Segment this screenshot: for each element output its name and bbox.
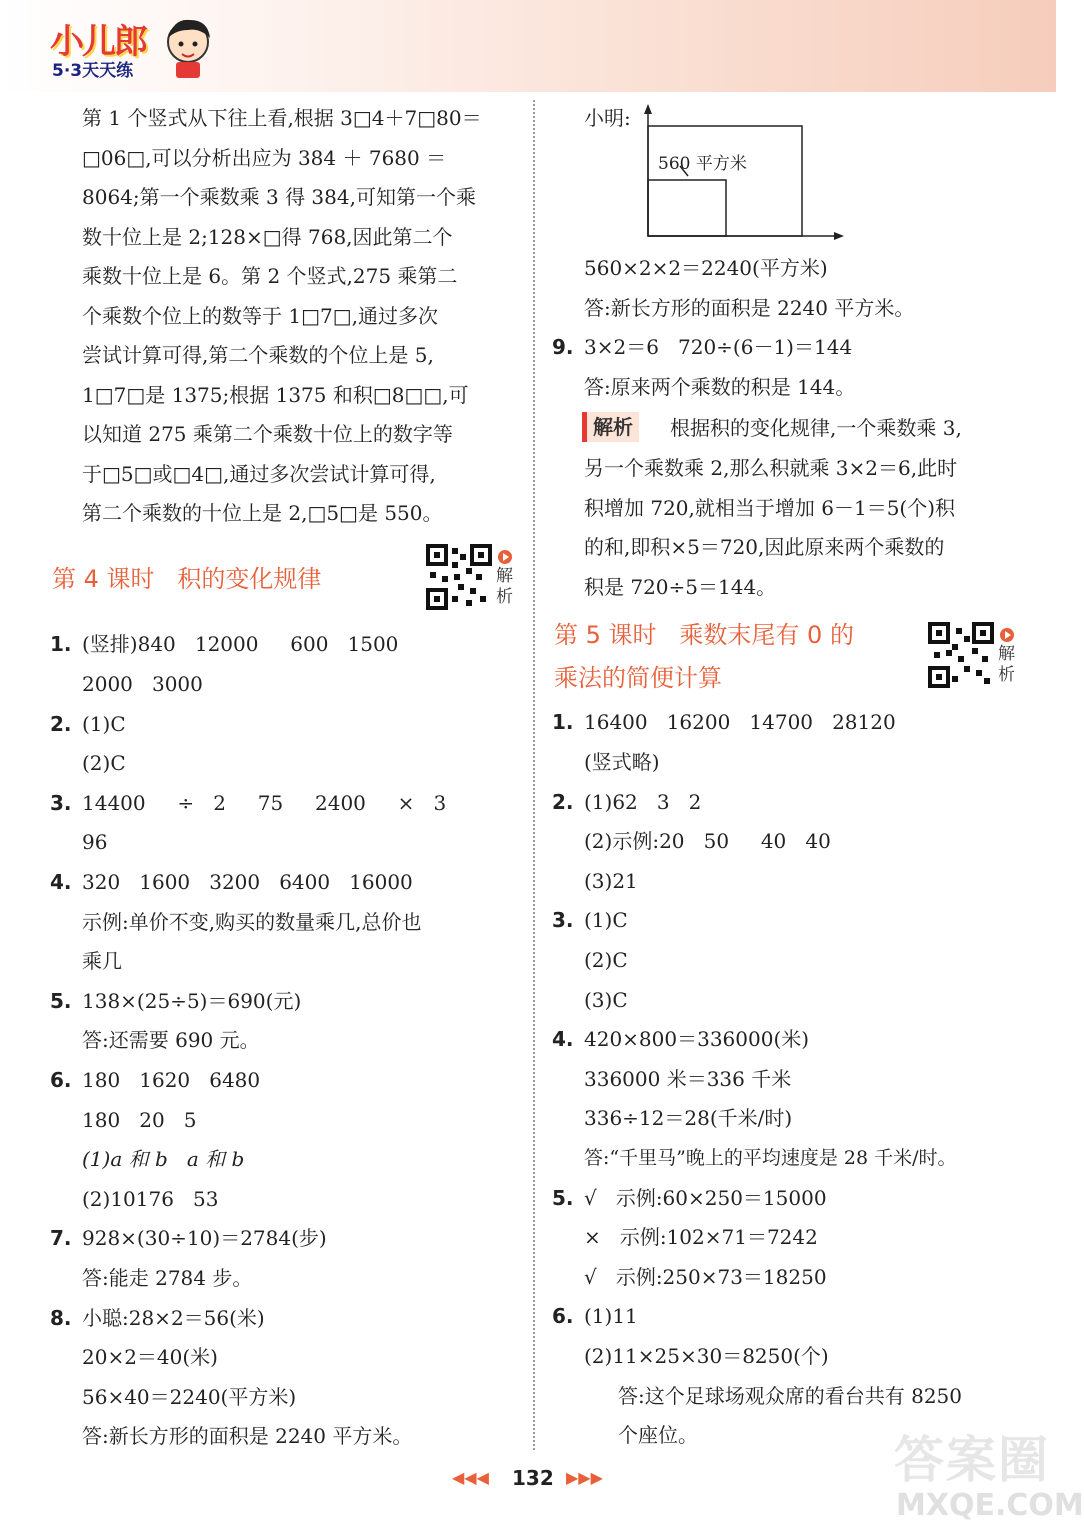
question-number: 2. [552, 790, 574, 814]
answer-line: 420×800＝336000(米) [584, 1027, 810, 1051]
answer-line: (竖排)840 12000 600 1500 [82, 632, 399, 656]
question-number: 4. [50, 870, 72, 894]
answer-line: 180 1620 6480 [82, 1068, 261, 1092]
mascot-icon [160, 14, 216, 80]
analysis-line: 根据积的变化规律,一个乘数乘 3, [670, 416, 962, 440]
watermark-logo-text: 答案圈 [894, 1431, 1050, 1489]
intro-line: 第 1 个竖式从下往上看,根据 3□4＋7□80＝ [82, 106, 482, 130]
answer-line: (2)10176 53 [82, 1187, 219, 1211]
xiaoming-label: 小明: [584, 106, 631, 130]
analysis-tag: 解析 [582, 412, 639, 442]
question-number: 6. [50, 1068, 72, 1092]
question-number: 8. [50, 1306, 72, 1330]
answer-line: 14400 ÷ 2 75 2400 × 3 [82, 791, 447, 815]
answer-line: (1)62 3 2 [584, 790, 702, 814]
answer-line: 2000 3000 [82, 672, 203, 696]
answer-line: 928×(30÷10)＝2784(步) [82, 1226, 327, 1250]
brand-logo [48, 14, 208, 84]
analysis-line: 积是 720÷5＝144。 [584, 575, 777, 599]
answer-line: (2)C [584, 948, 628, 972]
question-number: 5. [50, 989, 72, 1013]
diagram-area-label: 560 平方米 [658, 154, 747, 174]
answer-line: 336÷12＝28(千米/时) [584, 1106, 793, 1130]
question-number: 4. [552, 1027, 574, 1051]
answer-line: 答:这个足球场观众席的看台共有 8250 [618, 1384, 962, 1408]
prev-arrows-icon: ◀◀◀ [452, 1468, 489, 1487]
answer-line: 答:新长方形的面积是 2240 平方米。 [584, 296, 915, 320]
question-number: 1. [552, 710, 574, 734]
answer-line: 答:“千里马”晚上的平均速度是 28 千米/时。 [584, 1147, 957, 1169]
answer-line: 16400 16200 14700 28120 [584, 710, 896, 734]
section-title-lesson-4: 第 4 课时 积的变化规律 [52, 565, 322, 593]
intro-line: 1□7□是 1375;根据 1375 和积□8□□,可 [82, 383, 469, 407]
answer-line: 个座位。 [618, 1423, 698, 1447]
brand-sub-text: 5·3天天练 [52, 61, 134, 81]
answer-line: (2)C [82, 751, 126, 775]
answer-line: × 示例:102×71＝7242 [584, 1225, 818, 1249]
question-number: 6. [552, 1304, 574, 1328]
intro-line: 于□5□或□4□,通过多次尝试计算可得, [82, 462, 436, 486]
answer-line: 560×2×2＝2240(平方米) [584, 256, 828, 280]
answer-line: (1)a 和 b a 和 b [82, 1147, 245, 1171]
answer-line: 乘几 [82, 949, 122, 973]
question-number: 1. [50, 632, 72, 656]
play-icon [498, 550, 512, 564]
answer-line: 320 1600 3200 6400 16000 [82, 870, 413, 894]
watermark [884, 1420, 1084, 1530]
question-number: 3. [50, 791, 72, 815]
answer-line: 答:原来两个乘数的积是 144。 [584, 375, 856, 399]
intro-line: 乘数十位上是 6。第 2 个竖式,275 乘第二 [82, 264, 458, 288]
analysis-line: 另一个乘数乘 2,那么积就乘 3×2＝6,此时 [584, 456, 958, 480]
answer-line: (竖式略) [584, 750, 660, 774]
answer-line: (1)C [82, 712, 126, 736]
question-number: 5. [552, 1186, 574, 1210]
answer-line: 示例:单价不变,购买的数量乘几,总价也 [82, 910, 422, 934]
answer-line: (1)11 [584, 1304, 638, 1328]
answer-line: 96 [82, 830, 108, 854]
answer-line: 180 20 5 [82, 1108, 197, 1132]
answer-line: 336000 米＝336 千米 [584, 1067, 792, 1091]
answer-line: √ 示例:60×250＝15000 [584, 1186, 827, 1210]
column-divider [533, 100, 535, 1450]
answer-line: 138×(25÷5)＝690(元) [82, 989, 302, 1013]
analysis-line: 的和,即积×5＝720,因此原来两个乘数的 [584, 535, 945, 559]
section-title-lesson-5-line2: 乘法的简便计算 [554, 664, 722, 692]
answer-line: 答:新长方形的面积是 2240 平方米。 [82, 1424, 413, 1448]
answer-line: 小聪:28×2＝56(米) [82, 1306, 265, 1330]
intro-line: □06□,可以分析出应为 384 ＋ 7680 ＝ [82, 146, 447, 170]
answer-line: (3)C [584, 988, 628, 1012]
intro-line: 个乘数个位上的数等于 1□7□,通过多次 [82, 304, 438, 328]
qr-label: 解析 [496, 566, 513, 607]
analysis-line: 积增加 720,就相当于增加 6－1＝5(个)积 [584, 496, 956, 520]
question-number: 9. [552, 335, 574, 359]
answer-line: 答:能走 2784 步。 [82, 1266, 253, 1290]
play-icon [1000, 628, 1014, 642]
intro-line: 第二个乘数的十位上是 2,□5□是 550。 [82, 501, 443, 525]
page-number: 132 [512, 1466, 554, 1490]
answer-line: (2)11×25×30＝8250(个) [584, 1344, 829, 1368]
qr-code-icon[interactable] [928, 622, 994, 688]
answer-line: 56×40＝2240(平方米) [82, 1385, 297, 1409]
brand-main-text: 小儿郎 [50, 22, 146, 62]
section-title-lesson-5: 第 5 课时 乘数末尾有 0 的 [554, 621, 854, 649]
answer-line: 20×2＝40(米) [82, 1345, 218, 1369]
qr-label: 解析 [998, 644, 1015, 685]
answer-line: (1)C [584, 908, 628, 932]
answer-line: 3×2＝6 720÷(6－1)＝144 [584, 335, 853, 359]
intro-line: 尝试计算可得,第二个乘数的个位上是 5, [82, 343, 434, 367]
intro-line: 数十位上是 2;128×□得 768,因此第二个 [82, 225, 453, 249]
intro-line: 以知道 275 乘第二个乘数十位上的数字等 [82, 422, 453, 446]
answer-line: (2)示例:20 50 40 40 [584, 829, 831, 853]
question-number: 2. [50, 712, 72, 736]
intro-line: 8064;第一个乘数乘 3 得 384,可知第一个乘 [82, 185, 476, 209]
qr-code-icon[interactable] [426, 544, 492, 610]
question-number: 3. [552, 908, 574, 932]
question-number: 7. [50, 1226, 72, 1250]
answer-line: 答:还需要 690 元。 [82, 1028, 260, 1052]
watermark-url: MXQE.COM [896, 1488, 1084, 1523]
answer-line: √ 示例:250×73＝18250 [584, 1265, 827, 1289]
answer-line: (3)21 [584, 869, 638, 893]
next-arrows-icon: ▶▶▶ [566, 1468, 603, 1487]
